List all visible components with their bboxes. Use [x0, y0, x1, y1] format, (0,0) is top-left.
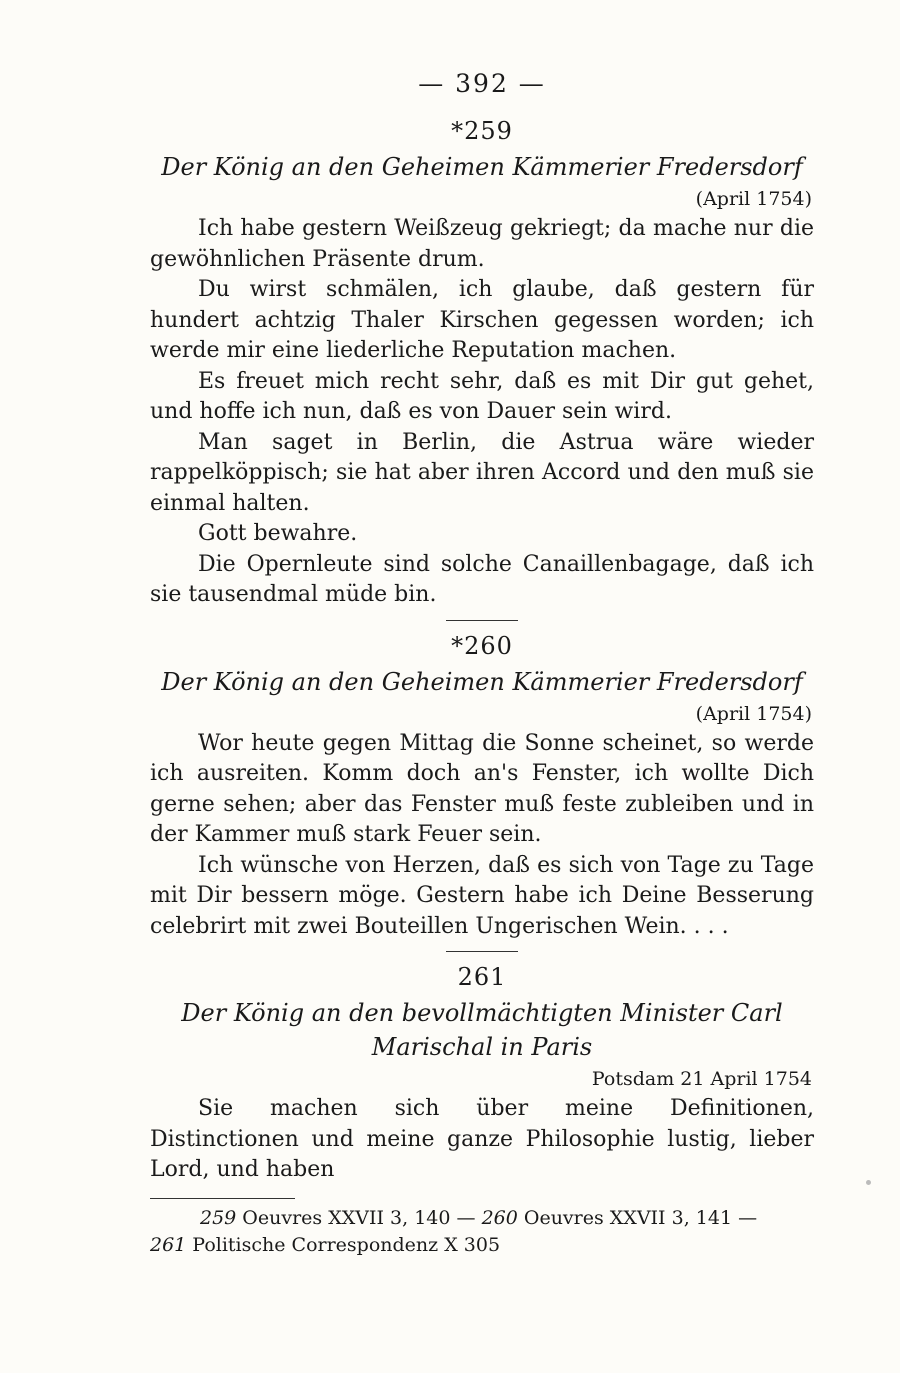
paragraph: Sie machen sich über meine Definitionen, Distinctionen und meine ganze Philosophie lustig, lieber Lord, und haben	[150, 1096, 814, 1182]
paragraph: Man saget in Berlin, die Astrua wäre wieder rappelköppisch; sie hat aber ihren Accord und den muß sie einmal halten.	[150, 429, 814, 516]
letter-number: 261	[457, 963, 507, 991]
letter-number: *260	[451, 631, 513, 660]
letter-title-line-1: Der König an den bevollmächtigten Minister Carl	[181, 999, 783, 1027]
letter-title: Der König an den Geheimen Kämmerier Fredersdorf	[161, 153, 803, 181]
paragraph: Du wirst schmälen, ich glaube, daß gestern für hundert achtzig Thaler Kirschen gegessen worden; ich werde mir eine liederliche Reputation machen.	[150, 277, 814, 363]
paragraph: Gott bewahre.	[198, 521, 358, 546]
footnote-line-1	[150, 1205, 814, 1232]
footnote-ref: 259	[200, 1206, 237, 1229]
paragraph: Die Opernleute sind solche Canaillenbagage, daß ich sie tausendmal müde bin.	[150, 551, 814, 607]
footnote-line-2	[150, 1232, 814, 1259]
section-divider	[446, 951, 518, 952]
footnote-rule	[150, 1198, 295, 1199]
paragraph: Ich wünsche von Herzen, daß es sich von Tage zu Tage mit Dir bessern möge. Gestern habe ich Deine Besserung celebrirt mit zwei Bouteillen Ungerischen Wein. . . .	[150, 852, 814, 939]
document-page	[150, 58, 814, 1259]
footnote-ref: 260	[481, 1206, 518, 1229]
footnote-source: Oeuvres XXVII 3, 141 —	[517, 1206, 758, 1229]
letter-number: *259	[451, 117, 513, 145]
section-divider	[446, 620, 518, 621]
letter-date: (April 1754)	[695, 702, 812, 725]
paragraph: Wor heute gegen Mittag die Sonne scheinet, so werde ich ausreiten. Komm doch an's Fenster, ich wollte Dich gerne sehen; aber das Fenster muß feste zubleiben und in der Kammer muß stark Feuer sein.	[150, 730, 814, 847]
paper-speck	[866, 1180, 871, 1185]
paragraph: Es freuet mich recht sehr, daß es mit Dir gut gehet, und hoffe ich nun, daß es von Dauer sein wird.	[150, 368, 814, 424]
letter-title: Der König an den Geheimen Kämmerier Fredersdorf	[161, 667, 803, 696]
footnote-ref: 261	[150, 1233, 187, 1256]
page-number: — 392 —	[418, 69, 546, 98]
footnotes	[150, 1205, 814, 1259]
letter-title-line-2: Marischal in Paris	[371, 1033, 593, 1061]
footnote-source: Oeuvres XXVII 3, 140 —	[236, 1206, 482, 1229]
footnote-source: Politische Correspondenz X 305	[186, 1233, 501, 1256]
letter-date: (April 1754)	[695, 188, 812, 210]
letter-date: Potsdam 21 April 1754	[591, 1068, 812, 1090]
paragraph: Ich habe gestern Weißzeug gekriegt; da mache nur die gewöhnlichen Präsente drum.	[150, 216, 814, 272]
